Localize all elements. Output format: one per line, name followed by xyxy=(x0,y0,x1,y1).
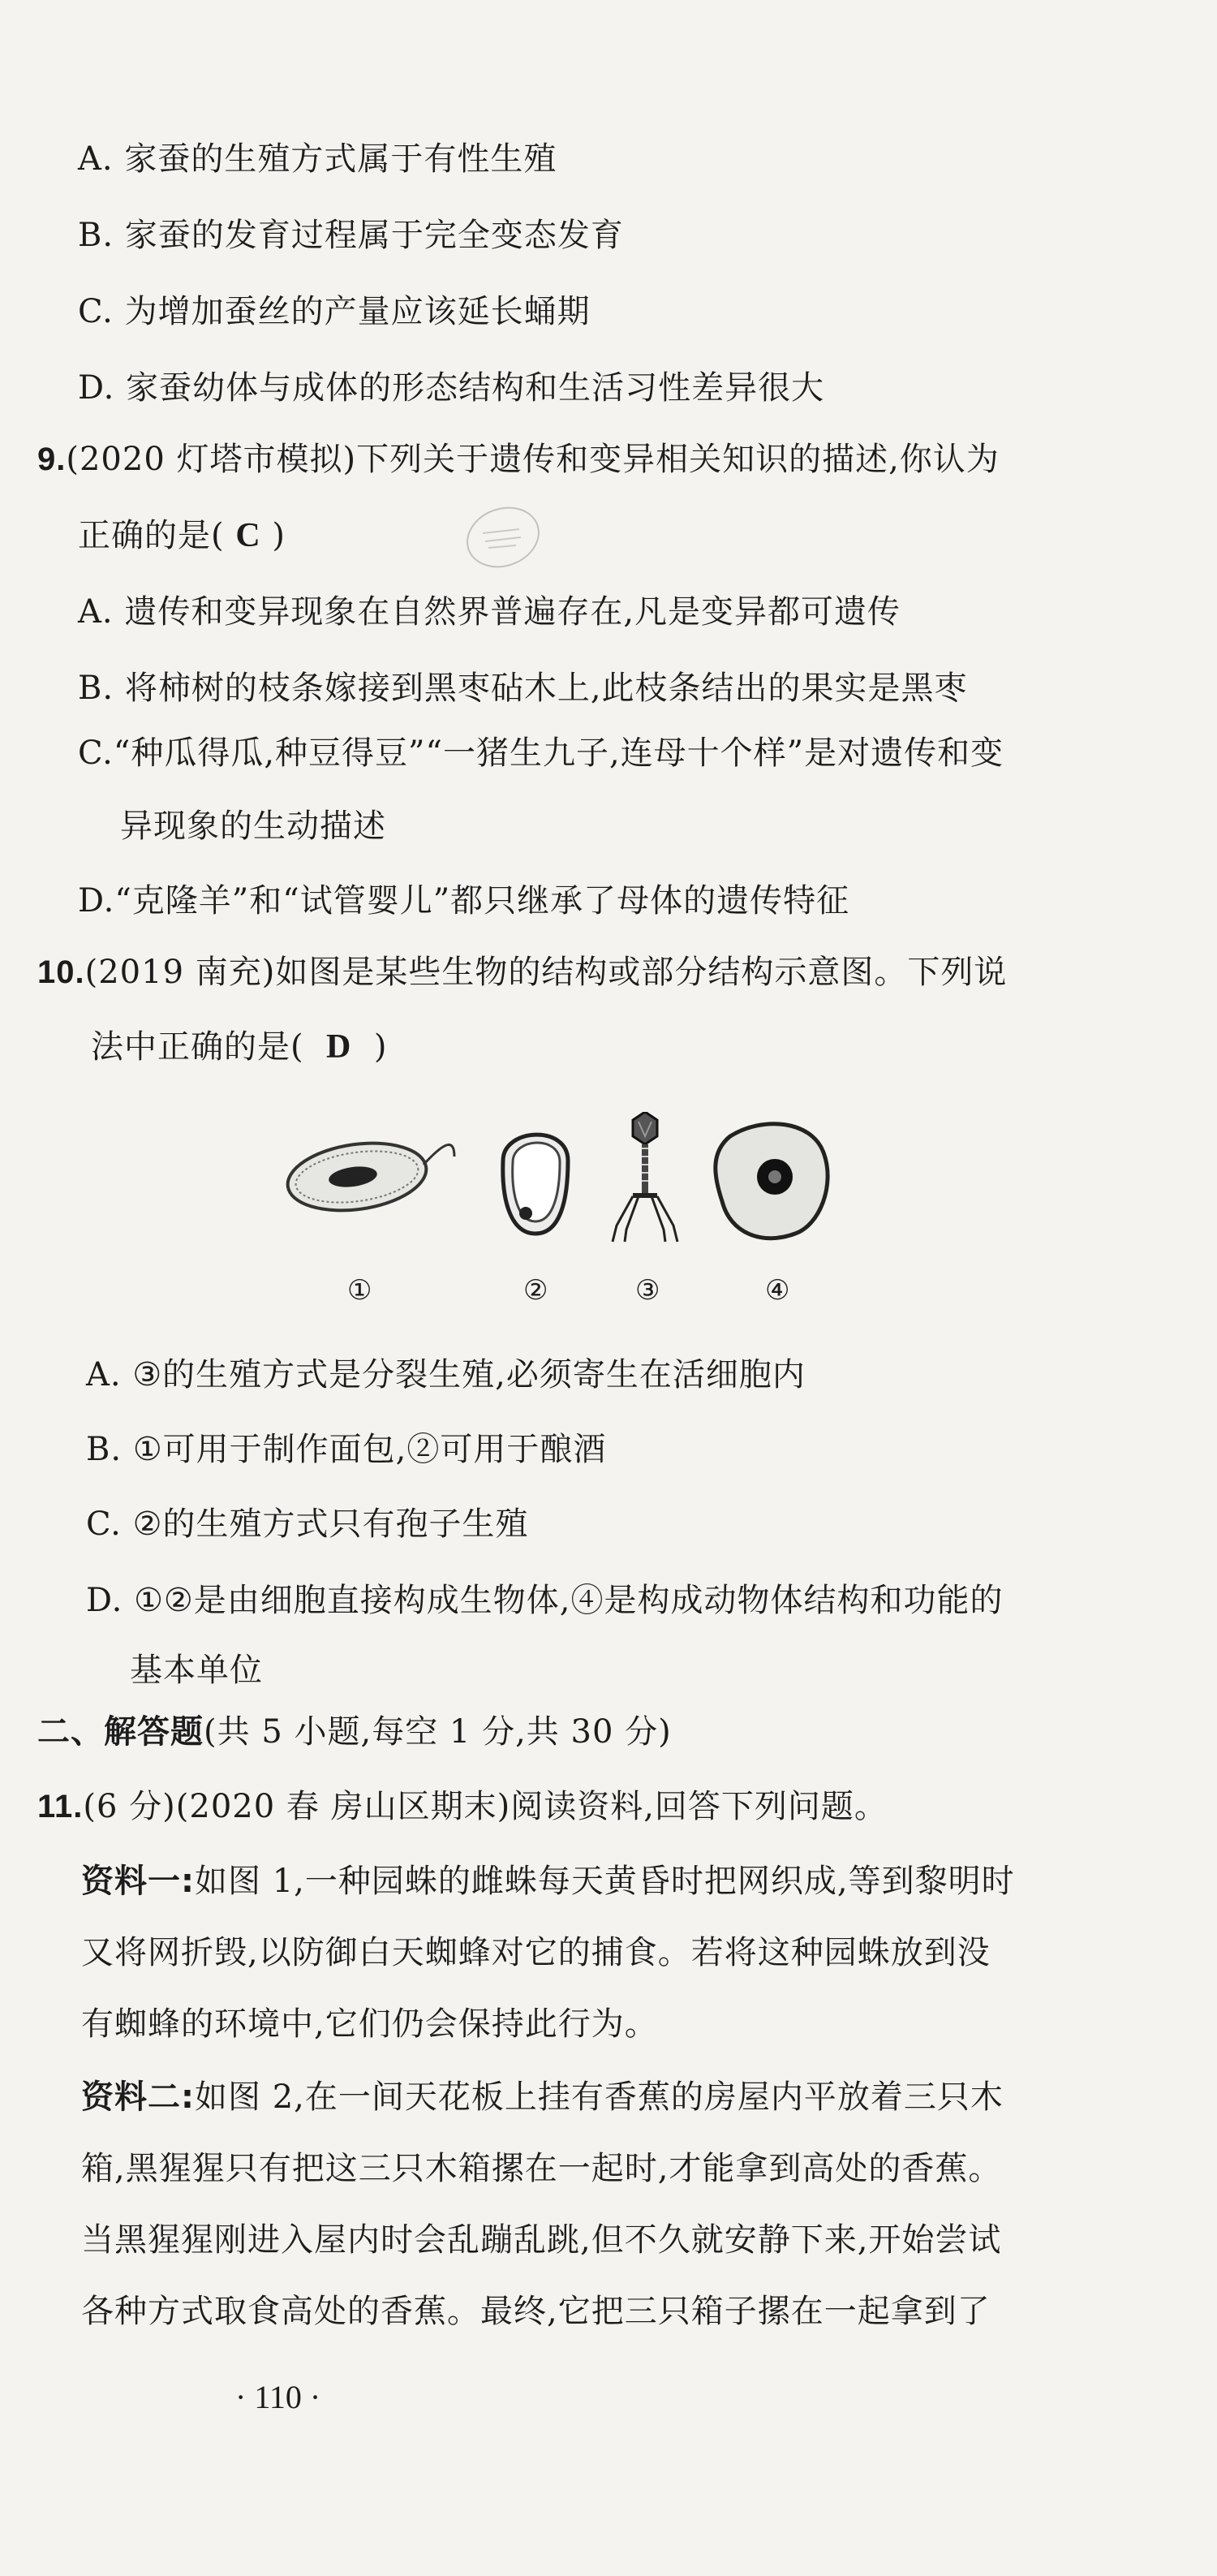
q9-answer: C xyxy=(235,517,261,554)
bacterium-drawing xyxy=(283,1135,454,1218)
material-2-text: 如图 2,在一间天花板上挂有香蕉的房屋内平放着三只木 xyxy=(195,2078,1004,2116)
q11-stem xyxy=(37,1784,888,1829)
q9-stem-prefix: 正确的是( xyxy=(78,517,225,554)
material-2-label: 资料二: xyxy=(81,2078,195,2116)
section-heading xyxy=(37,1709,672,1755)
q10-option-c: C. ②的生殖方式只有孢子生殖 xyxy=(86,1506,529,1543)
q8-option-d: D. 家蚕幼体与成体的形态结构和生活习性差异很大 xyxy=(78,369,825,407)
material-1-line1 xyxy=(81,1859,1015,1904)
figure-label-4: ④ xyxy=(765,1274,790,1307)
section-note: (共 5 小题,每空 1 分,共 30 分) xyxy=(204,1713,672,1751)
q9-close-paren: ) xyxy=(272,517,286,554)
faint-stamp-mark xyxy=(454,497,552,578)
q9-stem-text: (2020 灯塔市模拟)下列关于遗传和变异相关知识的描述,你认为 xyxy=(66,441,1000,478)
q9-option-c: C.“种瓜得瓜,种豆得豆”“一猪生九子,连母十个样”是对遗传和变 xyxy=(78,734,1004,772)
q8-option-c: C. 为增加蚕丝的产量应该延长蛹期 xyxy=(78,293,591,330)
q10-number: 10. xyxy=(37,954,85,990)
q10-stem-text: (2019 南充)如图是某些生物的结构或部分结构示意图。下列说 xyxy=(84,954,1008,991)
q10-answer: D xyxy=(326,1028,352,1066)
virus-drawing xyxy=(613,1112,677,1242)
q9-option-b: B. 将柿树的枝条嫁接到黑枣砧木上,此枝条结出的果实是黑枣 xyxy=(78,670,968,707)
q10-stem-line1 xyxy=(37,950,1007,995)
organism-figure xyxy=(276,1112,876,1315)
q9-stem-line2 xyxy=(78,513,286,558)
q8-option-b: B. 家蚕的发育过程属于完全变态发育 xyxy=(78,217,624,254)
material-2-line1 xyxy=(81,2074,1004,2120)
q8-option-a: A. 家蚕的生殖方式属于有性生殖 xyxy=(78,140,557,178)
q11-number: 11. xyxy=(37,1789,84,1824)
material-1-text: 如图 1,一种园蛛的雌蛛每天黄昏时把网织成,等到黎明时 xyxy=(195,1863,1015,1900)
q10-stem-prefix: 法中正确的是( xyxy=(91,1028,304,1066)
material-1-line2: 又将网折毁,以防御白天蜘蜂对它的捕食。若将这种园蛛放到没 xyxy=(81,1934,991,1971)
material-2-line4: 各种方式取食高处的香蕉。最终,它把三只箱子摞在一起拿到了 xyxy=(81,2293,991,2330)
page-number: · 110 · xyxy=(235,2379,321,2415)
material-1-line3: 有蜘蜂的环境中,它们仍会保持此行为。 xyxy=(81,2005,658,2043)
q9-number: 9. xyxy=(37,442,67,477)
yeast-cell-drawing xyxy=(503,1135,568,1234)
figure-label-1: ① xyxy=(347,1274,372,1307)
figure-label-3: ③ xyxy=(635,1274,660,1307)
figure-label-2: ② xyxy=(523,1274,548,1307)
material-2-line2: 箱,黑猩猩只有把这三只木箱摞在一起时,才能拿到高处的香蕉。 xyxy=(81,2150,1002,2187)
material-2-line3: 当黑猩猩刚进入屋内时会乱蹦乱跳,但不久就安静下来,开始尝试 xyxy=(81,2221,1002,2259)
q10-option-d: D. ①②是由细胞直接构成生物体,④是构成动物体结构和功能的 xyxy=(86,1582,1004,1619)
q11-stem-text: (6 分)(2020 春 房山区期末)阅读资料,回答下列问题。 xyxy=(83,1788,888,1825)
q10-option-b: B. ①可用于制作面包,②可用于酿酒 xyxy=(86,1431,607,1468)
animal-cell-drawing xyxy=(716,1124,828,1238)
q10-stem-line2 xyxy=(91,1024,387,1070)
q10-option-d-cont: 基本单位 xyxy=(130,1652,263,1689)
q9-option-d: D.“克隆羊”和“试管婴儿”都只继承了母体的遗传特征 xyxy=(78,882,850,920)
section-title: 二、解答题 xyxy=(37,1712,204,1751)
material-1-label: 资料一: xyxy=(81,1863,195,1900)
q9-stem-line1 xyxy=(37,437,1000,482)
q10-close-paren: ) xyxy=(373,1028,388,1066)
q9-option-c-cont: 异现象的生动描述 xyxy=(120,808,386,845)
q9-option-a: A. 遗传和变异现象在自然界普遍存在,凡是变异都可遗传 xyxy=(78,593,901,631)
q10-option-a: A. ③的生殖方式是分裂生殖,必须寄生在活细胞内 xyxy=(86,1356,806,1394)
